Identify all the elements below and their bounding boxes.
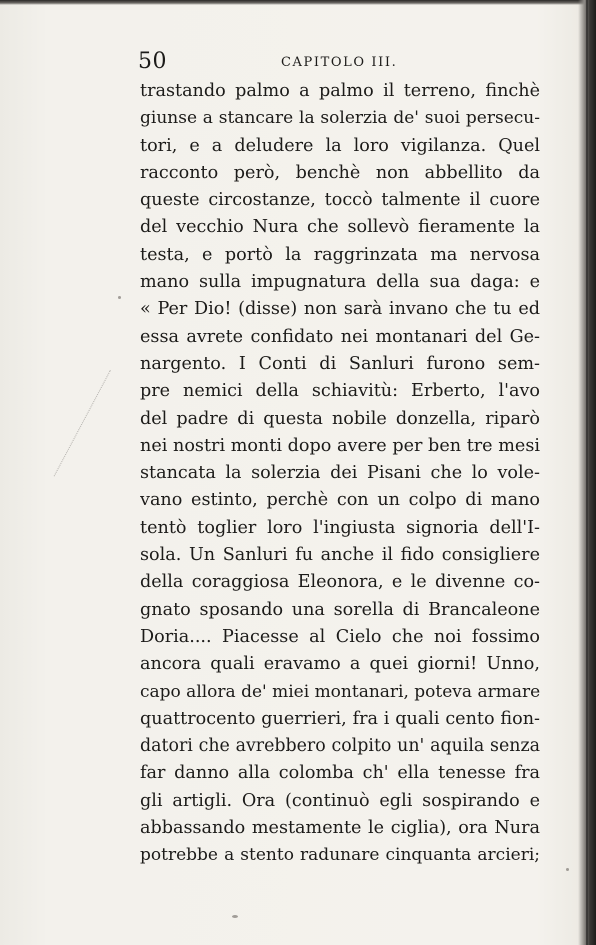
paper-speck bbox=[566, 868, 569, 871]
text-line: far danno alla colomba ch' ella tenesse fra bbox=[140, 763, 540, 784]
text-line: tori, e a deludere la loro vigilanza. Quel bbox=[140, 135, 540, 156]
text-line: racconto però, benchè non abbellito da bbox=[140, 162, 540, 183]
paper-speck bbox=[232, 915, 238, 918]
text-line: essa avrete confidato nei montanari del Ge- bbox=[140, 326, 540, 347]
body-text bbox=[140, 78, 540, 870]
page-top-edge bbox=[0, 0, 596, 5]
text-line: tentò toglier loro l'ingiusta signoria dell'I- bbox=[140, 517, 540, 538]
text-line: ancora quali eravamo a quei giorni! Unno, bbox=[140, 654, 540, 675]
text-line: trastando palmo a palmo il terreno, finchè bbox=[140, 81, 540, 101]
text-line: giunse a stancare la solerzia de' suoi persecu- bbox=[140, 108, 540, 129]
text-line: sola. Un Sanluri fu anche il fido consigliere bbox=[140, 545, 540, 566]
text-line: « Per Dio! (disse) non sarà invano che tu ed bbox=[140, 299, 540, 320]
paper-speck bbox=[118, 296, 121, 299]
text-line: della coraggiosa Eleonora, e le divenne co- bbox=[140, 572, 540, 593]
binding-line bbox=[586, 0, 588, 945]
page-number: 50 bbox=[138, 49, 167, 74]
text-line: del vecchio Nura che sollevò fieramente la bbox=[140, 217, 540, 238]
text-line: testa, e portò la raggrinzata ma nervosa bbox=[140, 244, 540, 265]
text-line: capo allora de' miei montanari, poteva armare bbox=[140, 681, 540, 702]
text-line: quattrocento guerrieri, fra i quali cento fion- bbox=[140, 708, 540, 729]
text-line: stancata la solerzia dei Pisani che lo vole- bbox=[140, 463, 540, 484]
text-line: datori che avrebbero colpito un' aquila senza bbox=[140, 736, 540, 757]
page-header bbox=[138, 50, 538, 76]
running-head: CAPITOLO III. bbox=[281, 55, 398, 70]
text-line: nei nostri monti dopo avere per ben tre mesi bbox=[140, 435, 540, 456]
text-line: pre nemici della schiavitù: Erberto, l'avo bbox=[140, 381, 540, 402]
text-line: Doria.... Piacesse al Cielo che noi fossimo bbox=[140, 626, 540, 647]
text-line: vano estinto, perchè con un colpo di mano bbox=[140, 490, 540, 511]
text-line: del padre di questa nobile donzella, riparò bbox=[140, 408, 540, 429]
text-line: mano sulla impugnatura della sua daga: e bbox=[140, 272, 540, 293]
paper-crease bbox=[54, 370, 138, 491]
text-line: abbassando mestamente le ciglia), ora Nura bbox=[140, 818, 540, 839]
text-line: potrebbe a stento radunare cinquanta arcieri; bbox=[140, 845, 540, 866]
text-line: nargento. I Conti di Sanluri furono sem- bbox=[140, 353, 540, 374]
text-line: queste circostanze, toccò talmente il cuore bbox=[140, 190, 540, 211]
text-line: gnato sposando una sorella di Brancaleone bbox=[140, 599, 540, 620]
text-line: gli artigli. Ora (continuò egli sospirando e bbox=[140, 790, 540, 811]
